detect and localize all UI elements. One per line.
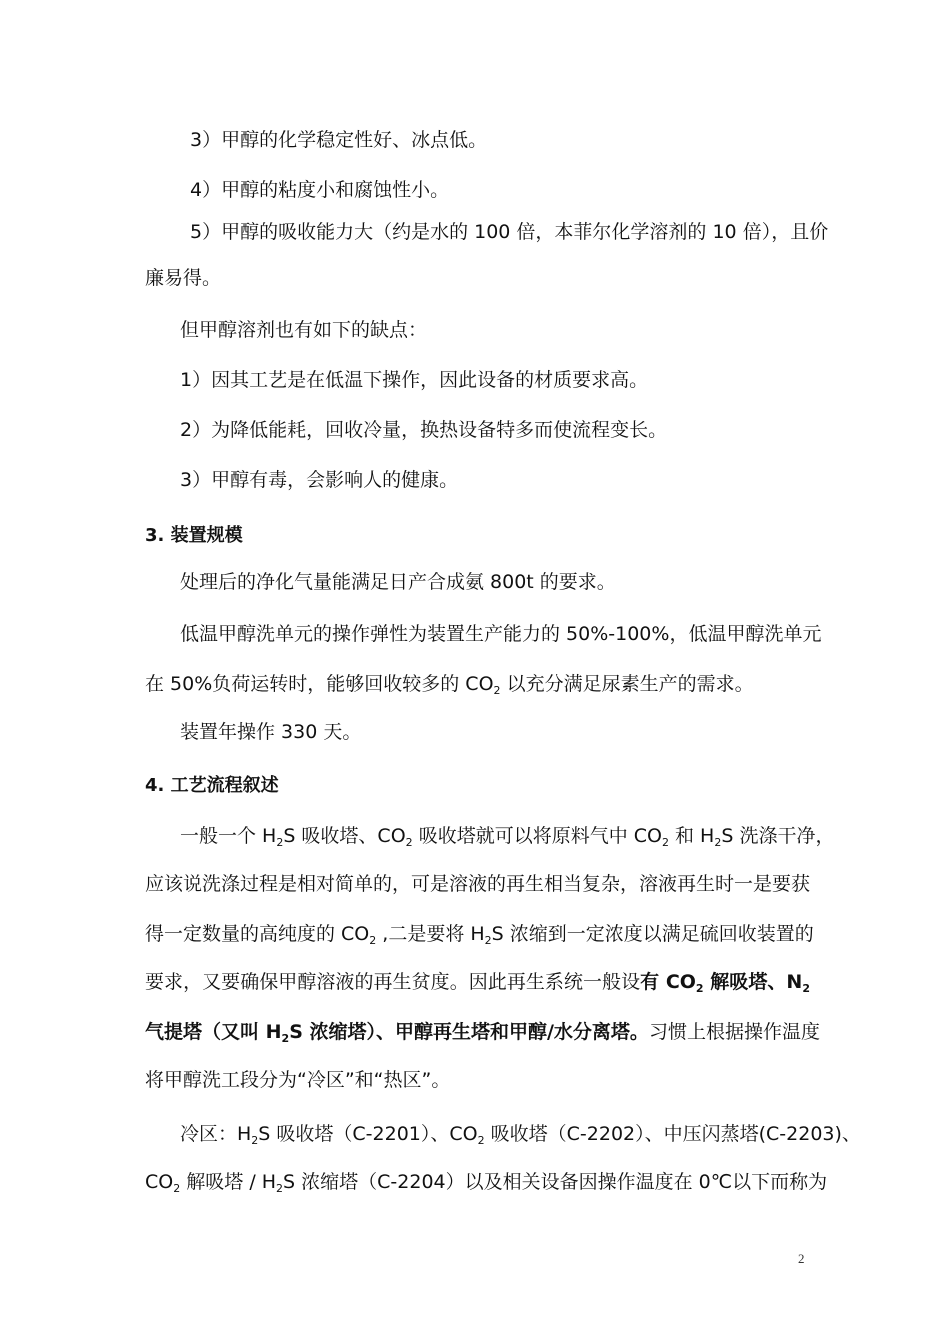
text-run: 要求，又要确保甲醇溶液的再生贫度。因此再生系统一般设 [145, 971, 641, 993]
text-run: CO [145, 1171, 174, 1193]
text-run: 一般一个 H [180, 825, 277, 847]
bold-run: 气提塔（又叫 H [145, 1021, 282, 1043]
advantage-5-line2: 廉易得。 [145, 267, 222, 289]
bold-run: S 浓缩塔）、甲醇再生塔和甲醇/水分离塔。 [289, 1021, 649, 1043]
subscript: 2 [281, 1032, 290, 1045]
section-3-para-2-line1: 低温甲醇洗单元的操作弹性为装置生产能力的 50%-100%，低温甲醇洗单元 [180, 623, 822, 645]
subscript: 2 [661, 836, 669, 849]
subscript: 2 [173, 1182, 181, 1195]
text-run: S 浓缩塔（C-2204）以及相关设备因操作温度在 0℃以下而称为 [283, 1171, 828, 1193]
section-4-para-1-line5 [145, 1020, 820, 1045]
text-run: 以充分满足尿素生产的需求。 [500, 673, 754, 695]
section-3-para-1: 处理后的净化气量能满足日产合成氨 800t 的要求。 [180, 571, 616, 593]
subscript: 2 [276, 1182, 284, 1195]
section-3-para-2-line2 [145, 672, 810, 696]
section-4-para-1-line6: 将甲醇洗工段分为“冷区”和“热区”。 [145, 1069, 451, 1091]
advantage-5-line1: 5）甲醇的吸收能力大（约是水的 100 倍，本菲尔化学溶剂的 10 倍），且价 [190, 221, 829, 243]
cold-zone-line1 [180, 1122, 861, 1147]
text-run: 习惯上根据操作温度 [648, 1021, 820, 1043]
advantage-3: 3）甲醇的化学稳定性好、冰点低。 [190, 129, 488, 151]
subscript: 2 [493, 684, 501, 697]
subscript: 2 [802, 982, 810, 995]
text-run: 吸收塔（C-2202）、中压闪蒸塔(C-2203)、 [484, 1123, 861, 1145]
subscript: 2 [276, 836, 284, 849]
text-run: 得一定数量的高纯度的 CO [145, 923, 370, 945]
text-run: 和 H [668, 825, 715, 847]
text-run: S 浓缩到一定浓度以满足硫回收装置的 [491, 923, 814, 945]
text-run: 冷区：H [180, 1123, 252, 1145]
subscript: 2 [695, 982, 704, 995]
subscript: 2 [369, 934, 377, 947]
subscript: 2 [405, 836, 413, 849]
section-4-heading: 4. 工艺流程叙述 [145, 775, 279, 796]
disadvantage-2: 2）为降低能耗，回收冷量，换热设备特多而使流程变长。 [180, 419, 668, 441]
section-3-heading: 3. 装置规模 [145, 525, 243, 546]
disadvantage-intro: 但甲醇溶剂也有如下的缺点： [180, 319, 428, 341]
subscript: 2 [484, 934, 492, 947]
disadvantage-1: 1）因其工艺是在低温下操作，因此设备的材质要求高。 [180, 369, 649, 391]
subscript: 2 [714, 836, 722, 849]
advantage-4: 4）甲醇的粘度小和腐蚀性小。 [190, 179, 450, 201]
page-number: 2 [798, 1251, 805, 1266]
section-4-para-1-line4 [145, 970, 810, 994]
text-run: S 吸收塔（C-2201）、CO [258, 1123, 478, 1145]
bold-run: 有 CO [640, 971, 696, 993]
subscript: 2 [477, 1134, 485, 1147]
text-run: 在 50%负荷运转时，能够回收较多的 CO [145, 673, 494, 695]
section-3-para-3: 装置年操作 330 天。 [180, 721, 362, 743]
text-run: 吸收塔就可以将原料气中 CO [412, 825, 662, 847]
section-4-para-1-line2: 应该说洗涤过程是相对简单的，可是溶液的再生相当复杂，溶液再生时一是要获 [145, 873, 811, 895]
bold-run: 解吸塔、N [703, 971, 803, 993]
section-4-para-1-line1 [180, 824, 835, 849]
text-run: 解吸塔 / H [180, 1171, 277, 1193]
text-run: S 洗涤干净， [721, 825, 835, 847]
subscript: 2 [251, 1134, 259, 1147]
text-run: S 吸收塔、CO [283, 825, 406, 847]
disadvantage-3: 3）甲醇有毒，会影响人的健康。 [180, 469, 459, 491]
text-run: ,二是要将 H [376, 923, 485, 945]
cold-zone-line2 [145, 1170, 828, 1195]
section-4-para-1-line3 [145, 922, 814, 947]
